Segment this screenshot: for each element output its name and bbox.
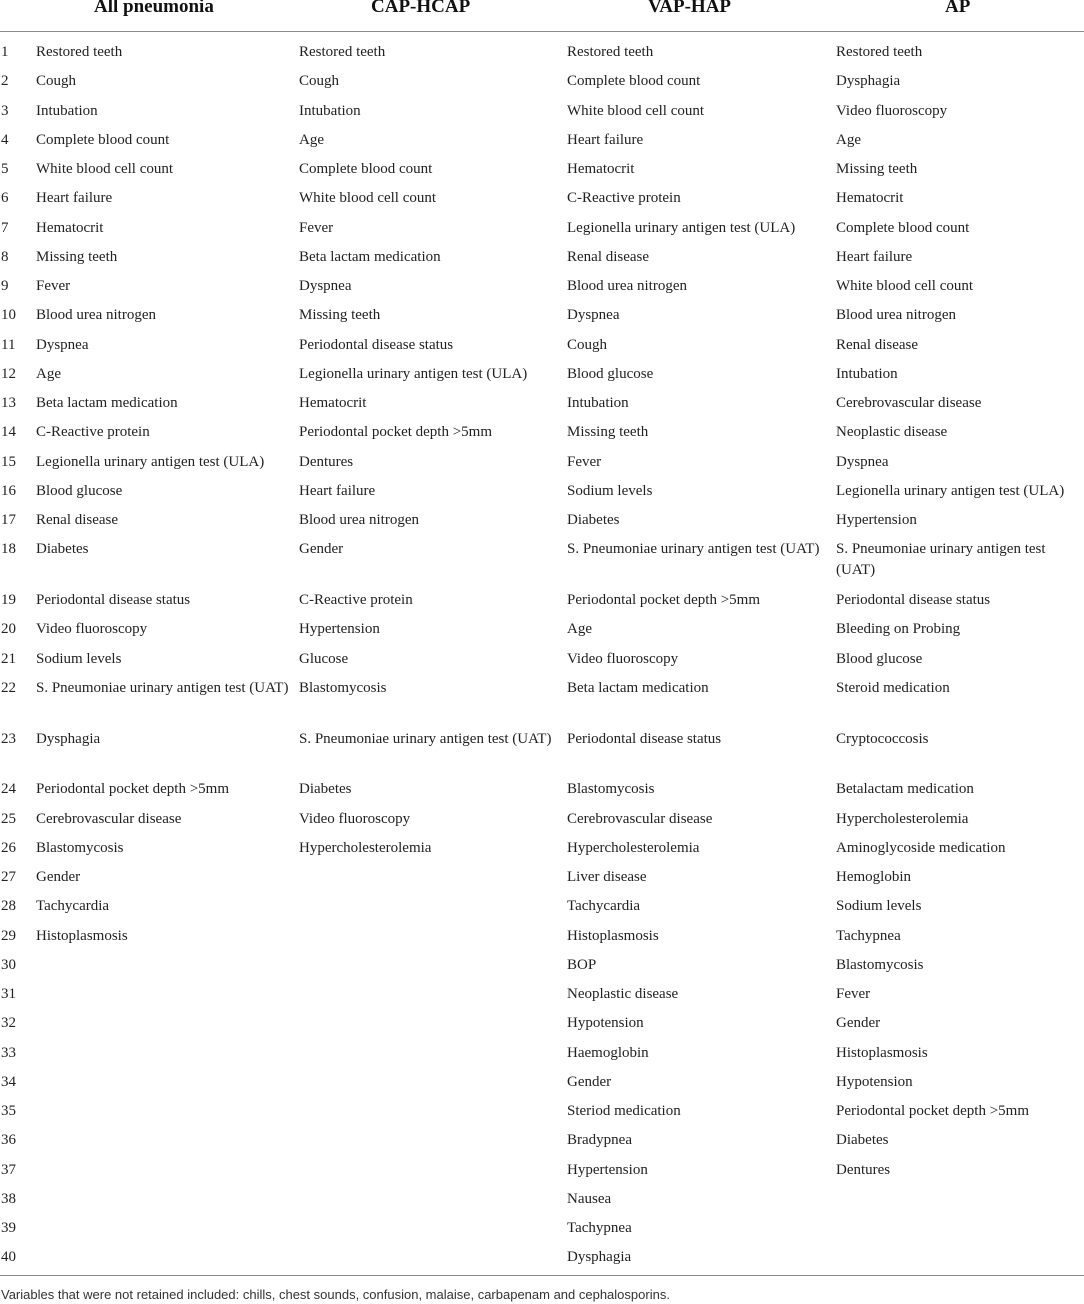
table-cell: Diabetes [567, 512, 620, 528]
row-number: 1 [1, 44, 9, 60]
table-cell: Cough [36, 73, 77, 90]
table-cell: Complete blood count [836, 219, 970, 236]
table-cell: Periodontal disease status [299, 336, 454, 353]
table-cell: Blastomycosis [299, 679, 387, 696]
row-number: 34 [1, 1073, 16, 1090]
table-cell: Cryptococcosis [836, 730, 929, 747]
table-cell: Periodontal disease status [567, 730, 722, 747]
table-cell: Cough [299, 73, 340, 90]
table-cell: Dentures [836, 1161, 891, 1178]
table-cell: Gender [36, 869, 81, 886]
table-cell: Hypertension [567, 1161, 648, 1178]
table-cell: Hemoglobin [836, 869, 911, 886]
table-cell: Fever [299, 219, 334, 236]
table-cell: Legionella urinary antigen test (ULA) [836, 482, 1065, 499]
row-number: 21 [1, 650, 16, 667]
table-cell: Blastomycosis [567, 781, 655, 798]
header-vap-hap: VAP-HAP [648, 0, 732, 17]
table-cell: Dyspnea [36, 336, 89, 353]
table-cell: Heart failure [567, 131, 644, 148]
table-cell: Hypercholesterolemia [567, 839, 700, 856]
table-cell: Renal disease [567, 248, 650, 265]
table-cell: Periodontal pocket depth >5mm [36, 781, 230, 798]
table-header [0, 0, 1084, 30]
table-cell: Gender [299, 541, 344, 558]
table-cell: Missing teeth [567, 424, 649, 441]
table-cell: Dyspnea [836, 453, 889, 470]
table-cell: Dyspnea [567, 307, 620, 324]
row-number: 39 [1, 1220, 16, 1237]
table-cell: Age [836, 131, 861, 148]
table-cell: Tachycardia [36, 898, 110, 915]
table-cell: Restored teeth [567, 44, 654, 60]
row-number: 22 [1, 679, 16, 696]
table-cell: Beta lactam medication [299, 248, 441, 265]
row-number: 40 [1, 1249, 16, 1266]
table-cell: Age [567, 621, 592, 638]
table-cell: Video fluoroscopy [836, 102, 948, 119]
row-number: 3 [1, 102, 9, 119]
table-cell: Heart failure [836, 248, 913, 265]
table-cell: Periodontal disease status [36, 592, 191, 609]
table-cell: Blood glucose [36, 482, 123, 499]
table-cell: Intubation [36, 102, 98, 119]
table-cell: Hematocrit [567, 161, 635, 177]
table-cell: Periodontal pocket depth >5mm [836, 1103, 1030, 1120]
table-cell: Cough [567, 336, 608, 353]
table-cell: Hypotension [567, 1015, 644, 1032]
table-cell: Hypotension [836, 1073, 913, 1090]
table-footnote: Variables that were not retained included: chills, chest sounds, confusion, malaise, carbapenam and cephalosporins. [1, 1287, 670, 1302]
table-cell: White blood cell count [299, 190, 437, 207]
table-cell: Bleeding on Probing [836, 621, 961, 638]
table-cell: Hematocrit [836, 190, 904, 207]
table-cell: Restored teeth [299, 44, 386, 60]
table-cell: Hypercholesterolemia [836, 810, 969, 827]
row-number: 27 [1, 869, 16, 886]
table-cell: BOP [567, 956, 597, 973]
table-cell: Blood glucose [567, 365, 654, 382]
table-cell: Blood glucose [836, 650, 923, 667]
table-cell: White blood cell count [567, 102, 705, 119]
row-number: 14 [1, 424, 16, 441]
row-number: 19 [1, 592, 16, 609]
table-cell: Missing teeth [836, 161, 918, 177]
table-cell: Cerebrovascular disease [567, 810, 713, 827]
table-cell: Dentures [299, 453, 354, 470]
table-cell: Dysphagia [567, 1249, 632, 1266]
table-cell: S. Pneumoniae urinary antigen test (UAT) [567, 541, 820, 558]
table-cell: Hypercholesterolemia [299, 839, 432, 856]
table-cell: Restored teeth [36, 44, 123, 60]
row-number: 17 [1, 512, 16, 528]
table-cell: Fever [36, 278, 71, 294]
table-top-rule [0, 31, 1084, 32]
table-cell: Beta lactam medication [36, 395, 178, 411]
row-number: 32 [1, 1015, 16, 1032]
row-number: 24 [1, 781, 16, 798]
table-cell: Dyspnea [299, 278, 352, 294]
table-cell: Tachypnea [836, 927, 901, 944]
row-number: 31 [1, 986, 16, 1003]
table-cell: Video fluoroscopy [36, 621, 148, 638]
table-cell: S. Pneumoniae urinary antigen test (UAT) [836, 541, 1046, 579]
table-cell: White blood cell count [836, 278, 974, 294]
table-cell: Legionella urinary antigen test (ULA) [36, 453, 265, 470]
table-cell: S. Pneumoniae urinary antigen test (UAT) [36, 679, 289, 696]
row-number: 16 [1, 482, 16, 499]
table-cell: Blood urea nitrogen [36, 307, 156, 324]
table-cell: Hypertension [299, 621, 380, 638]
table-cell: Gender [567, 1073, 612, 1090]
table-cell: Tachypnea [567, 1220, 632, 1237]
table-cell: Missing teeth [36, 248, 118, 265]
row-number: 35 [1, 1103, 16, 1120]
row-number: 7 [1, 219, 9, 236]
table-cell: Hematocrit [36, 219, 104, 236]
table-cell: Complete blood count [567, 73, 701, 90]
table-cell: Periodontal pocket depth >5mm [299, 424, 493, 441]
table-cell: Aminoglycoside medication [836, 839, 1006, 856]
row-number: 33 [1, 1044, 16, 1061]
table-cell: Haemoglobin [567, 1044, 649, 1061]
table-cell: Histoplasmosis [567, 927, 659, 944]
table-cell: Betalactam medication [836, 781, 974, 798]
row-number: 28 [1, 898, 16, 915]
row-number: 9 [1, 278, 9, 294]
table-cell: Diabetes [836, 1132, 889, 1149]
table-cell: Periodontal pocket depth >5mm [567, 592, 761, 609]
row-number: 26 [1, 839, 16, 856]
header-all-pneumonia: All pneumonia [94, 0, 214, 17]
table-cell: Gender [836, 1015, 881, 1032]
table-cell: C-Reactive protein [299, 592, 413, 609]
table-cell: Sodium levels [36, 650, 122, 667]
table-cell: Beta lactam medication [567, 679, 709, 696]
table-cell: Restored teeth [836, 44, 923, 60]
table-cell: Nausea [567, 1190, 612, 1207]
table-cell: Blood urea nitrogen [836, 307, 956, 324]
table-cell: Blastomycosis [836, 956, 924, 973]
table-cell: Tachycardia [567, 898, 641, 915]
table-cell: Missing teeth [299, 307, 381, 324]
table-cell: S. Pneumoniae urinary antigen test (UAT) [299, 730, 552, 747]
row-number: 6 [1, 190, 9, 207]
table-cell: Cerebrovascular disease [36, 810, 182, 827]
row-number: 10 [1, 307, 16, 324]
row-number: 18 [1, 541, 16, 558]
table-cell: Sodium levels [836, 898, 922, 915]
table-cell: Heart failure [36, 190, 113, 207]
table-cell: Bradypnea [567, 1132, 632, 1149]
table-cell: Intubation [567, 395, 629, 411]
table-cell: Blood urea nitrogen [299, 512, 419, 528]
table-cell: Hypertension [836, 512, 917, 528]
row-number: 23 [1, 730, 16, 747]
table-cell: Video fluoroscopy [567, 650, 679, 667]
row-number: 11 [1, 336, 16, 353]
table-cell: Complete blood count [299, 161, 433, 177]
row-number: 36 [1, 1132, 16, 1149]
table-cell: Fever [567, 453, 602, 470]
header-ap: AP [945, 0, 971, 17]
table-cell: Steroid medication [836, 679, 950, 696]
row-number: 5 [1, 161, 9, 177]
row-number: 30 [1, 956, 16, 973]
table-cell: Diabetes [36, 541, 89, 558]
table-cell: C-Reactive protein [567, 190, 681, 207]
row-number: 13 [1, 395, 16, 411]
table-cell: Histoplasmosis [836, 1044, 928, 1061]
table-cell: Liver disease [567, 869, 647, 886]
table-cell: Legionella urinary antigen test (ULA) [567, 219, 796, 236]
table-cell: Renal disease [36, 512, 119, 528]
table-cell: Fever [836, 986, 871, 1003]
table-cell: Cerebrovascular disease [836, 395, 982, 411]
table-cell: C-Reactive protein [36, 424, 150, 441]
row-number: 37 [1, 1161, 16, 1178]
table-cell: Intubation [299, 102, 361, 119]
row-number: 2 [1, 73, 9, 90]
table-cell: Age [299, 131, 324, 148]
table-cell: Neoplastic disease [567, 986, 679, 1003]
table-cell: Hematocrit [299, 395, 367, 411]
table-cell: Blood urea nitrogen [567, 278, 687, 294]
table-cell: Renal disease [836, 336, 919, 353]
header-cap-hcap: CAP-HCAP [371, 0, 471, 17]
row-number: 4 [1, 131, 9, 148]
table-cell: Sodium levels [567, 482, 653, 499]
row-number: 8 [1, 248, 9, 265]
row-number: 15 [1, 453, 16, 470]
table-cell: Diabetes [299, 781, 352, 798]
table-cell: Intubation [836, 365, 898, 382]
table-cell: Legionella urinary antigen test (ULA) [299, 365, 528, 382]
table-cell: Neoplastic disease [836, 424, 948, 441]
row-number: 12 [1, 365, 16, 382]
table-cell: Age [36, 365, 61, 382]
table-cell: Heart failure [299, 482, 376, 499]
row-number: 38 [1, 1190, 16, 1207]
table-cell: Steriod medication [567, 1103, 681, 1120]
table-bottom-rule [0, 1275, 1084, 1276]
table-cell: Blastomycosis [36, 839, 124, 856]
table-cell: Video fluoroscopy [299, 810, 411, 827]
table-cell: White blood cell count [36, 161, 174, 177]
table-cell: Glucose [299, 650, 349, 667]
row-number: 20 [1, 621, 16, 638]
table-cell: Dysphagia [836, 73, 901, 90]
row-number: 25 [1, 810, 16, 827]
table-cell: Periodontal disease status [836, 592, 991, 609]
table-cell: Complete blood count [36, 131, 170, 148]
row-number: 29 [1, 927, 16, 944]
table-cell: Histoplasmosis [36, 927, 128, 944]
table-cell: Dysphagia [36, 730, 101, 747]
